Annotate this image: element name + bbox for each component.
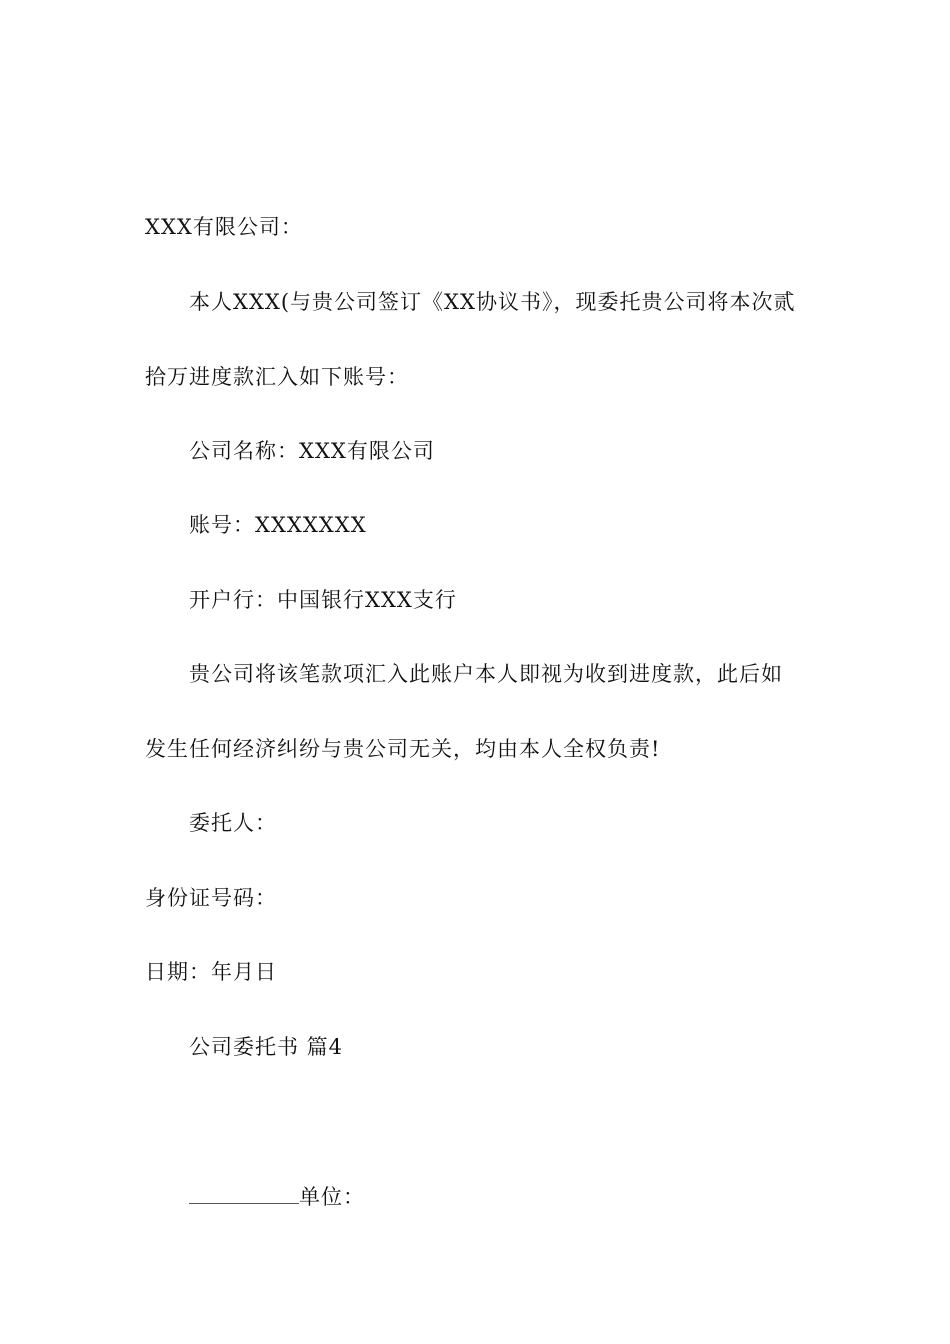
date-label: 日期：年月日 (145, 960, 277, 984)
principal-label: 委托人： (189, 811, 277, 835)
section-title: 公司委托书 篇4 (189, 1035, 344, 1059)
company-name-line: 公司名称：XXX有限公司 (189, 439, 435, 463)
account-number-line: 账号：XXXXXXX (189, 513, 367, 537)
body-paragraph-2-line-1: 贵公司将该笔款项汇入此账户本人即视为收到进度款，此后如 (189, 662, 783, 686)
unit-line (189, 1181, 365, 1212)
salutation: XXX有限公司： (145, 215, 303, 239)
bank-line: 开户行：中国银行XXX支行 (189, 588, 457, 612)
id-number-label: 身份证号码： (145, 886, 277, 910)
body-paragraph-1-line-2: 拾万进度款汇入如下账号： (145, 365, 409, 389)
body-paragraph-2-line-2: 发生任何经济纠纷与贵公司无关，均由本人全权负责! (145, 737, 661, 761)
body-paragraph-1-line-1: 本人XXX(与贵公司签订《XX协议书》，现委托贵公司将本次贰 (189, 290, 796, 314)
unit-blank-underline (189, 1181, 299, 1204)
unit-label: 单位： (299, 1185, 365, 1209)
